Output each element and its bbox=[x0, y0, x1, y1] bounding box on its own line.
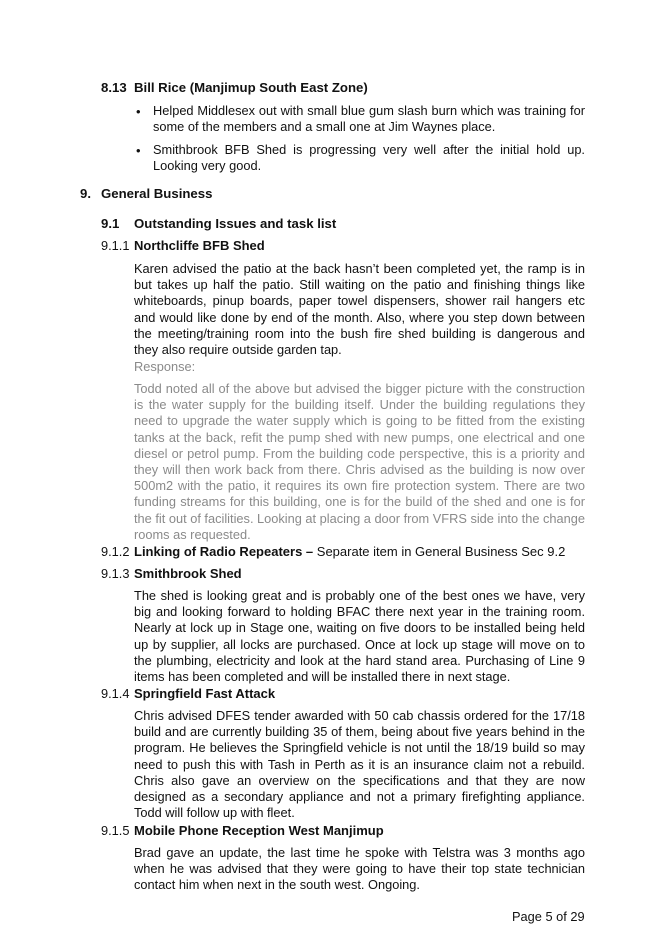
item-heading-line bbox=[134, 544, 565, 559]
bullet-icon: • bbox=[136, 143, 141, 158]
item-body: Brad gave an update, the last time he spoke with Telstra was 3 months ago when he was advised that they were going to have their top state technician contact him when next in the south west. Ongoing. bbox=[134, 845, 585, 893]
section-title: Bill Rice (Manjimup South East Zone) bbox=[134, 80, 368, 95]
item-note: Separate item in General Business Sec 9.2 bbox=[313, 544, 566, 559]
bullet-text: Helped Middlesex out with small blue gum slash burn which was training for some of the members and a small one at Jim Waynes place. bbox=[153, 103, 585, 135]
section-number: 9. bbox=[80, 186, 91, 201]
bullet-icon: • bbox=[136, 104, 141, 119]
item-body: Karen advised the patio at the back hasn’t been completed yet, the ramp is in but takes up half the patio. Still waiting on the patio and finishing things like whiteboards, pinup boards, paper towel dispensers, shower rail hangers etc and would like done by end of the month. Also, where you step down between the meeting/training room into the bush fire shed building is dangerous and they also require outside garden tap. bbox=[134, 261, 585, 358]
section-number: 8.13 bbox=[101, 80, 127, 95]
item-number: 9.1.4 bbox=[101, 686, 130, 701]
item-body: The shed is looking great and is probably one of the best ones we have, very big and looking forward to holding BFAC there next year in the training room. Nearly at lock up in Stage one, waiting on five doors to be installed being held up by supplier, all locks are purchased. Once at lock up stage will move on to the plumbing, electricity and look at the hard stand area. Purchasing of Line 9 items has been completed and will be installed there in next stage. bbox=[134, 588, 585, 685]
item-number: 9.1.1 bbox=[101, 238, 130, 253]
item-title: Northcliffe BFB Shed bbox=[134, 238, 265, 253]
page-number: Page 5 of 29 bbox=[512, 909, 585, 924]
bullet-text: Smithbrook BFB Shed is progressing very well after the initial hold up. Looking very good. bbox=[153, 142, 585, 174]
item-body: Chris advised DFES tender awarded with 50 cab chassis ordered for the 17/18 build and are currently building 35 of them, being about five years behind in the program. He believes the Springfield vehicle is not until the 18/19 build so may need to push this with Tash in Perth as it is an insurance claim not a rebuild. Chris also gave an overview on the specifications and that they are now designed as a secondary appliance and not a primary firefighting appliance. Todd will follow up with fleet. bbox=[134, 708, 585, 821]
item-title: Smithbrook Shed bbox=[134, 566, 242, 581]
item-title: Linking of Radio Repeaters – bbox=[134, 544, 314, 559]
section-title: Outstanding Issues and task list bbox=[134, 216, 337, 231]
item-title: Springfield Fast Attack bbox=[134, 686, 276, 701]
response-label: Response: bbox=[134, 359, 196, 374]
section-title: General Business bbox=[101, 186, 213, 201]
item-title: Mobile Phone Reception West Manjimup bbox=[134, 823, 384, 838]
response-body: Todd noted all of the above but advised the bigger picture with the construction is the water supply for the building itself. Under the building regulations they need to upgrade the water supply which is going to be fitted from the existing tanks at the back, refit the pump shed with new pumps, one electrical and one diesel or petrol pump. From the building code perspective, this is a priority and they will then work back from there. Chris advised as the building is now over 500m2 with the patio, it requires its own fire protection system. There are two funding streams for this building, one is for the build of the shed and one is for the fit out of facilities. Looking at placing a door from VFRS side into the change rooms as requested. bbox=[134, 381, 585, 542]
section-number: 9.1 bbox=[101, 216, 120, 231]
item-number: 9.1.5 bbox=[101, 823, 130, 838]
item-number: 9.1.2 bbox=[101, 544, 130, 559]
item-number: 9.1.3 bbox=[101, 566, 130, 581]
